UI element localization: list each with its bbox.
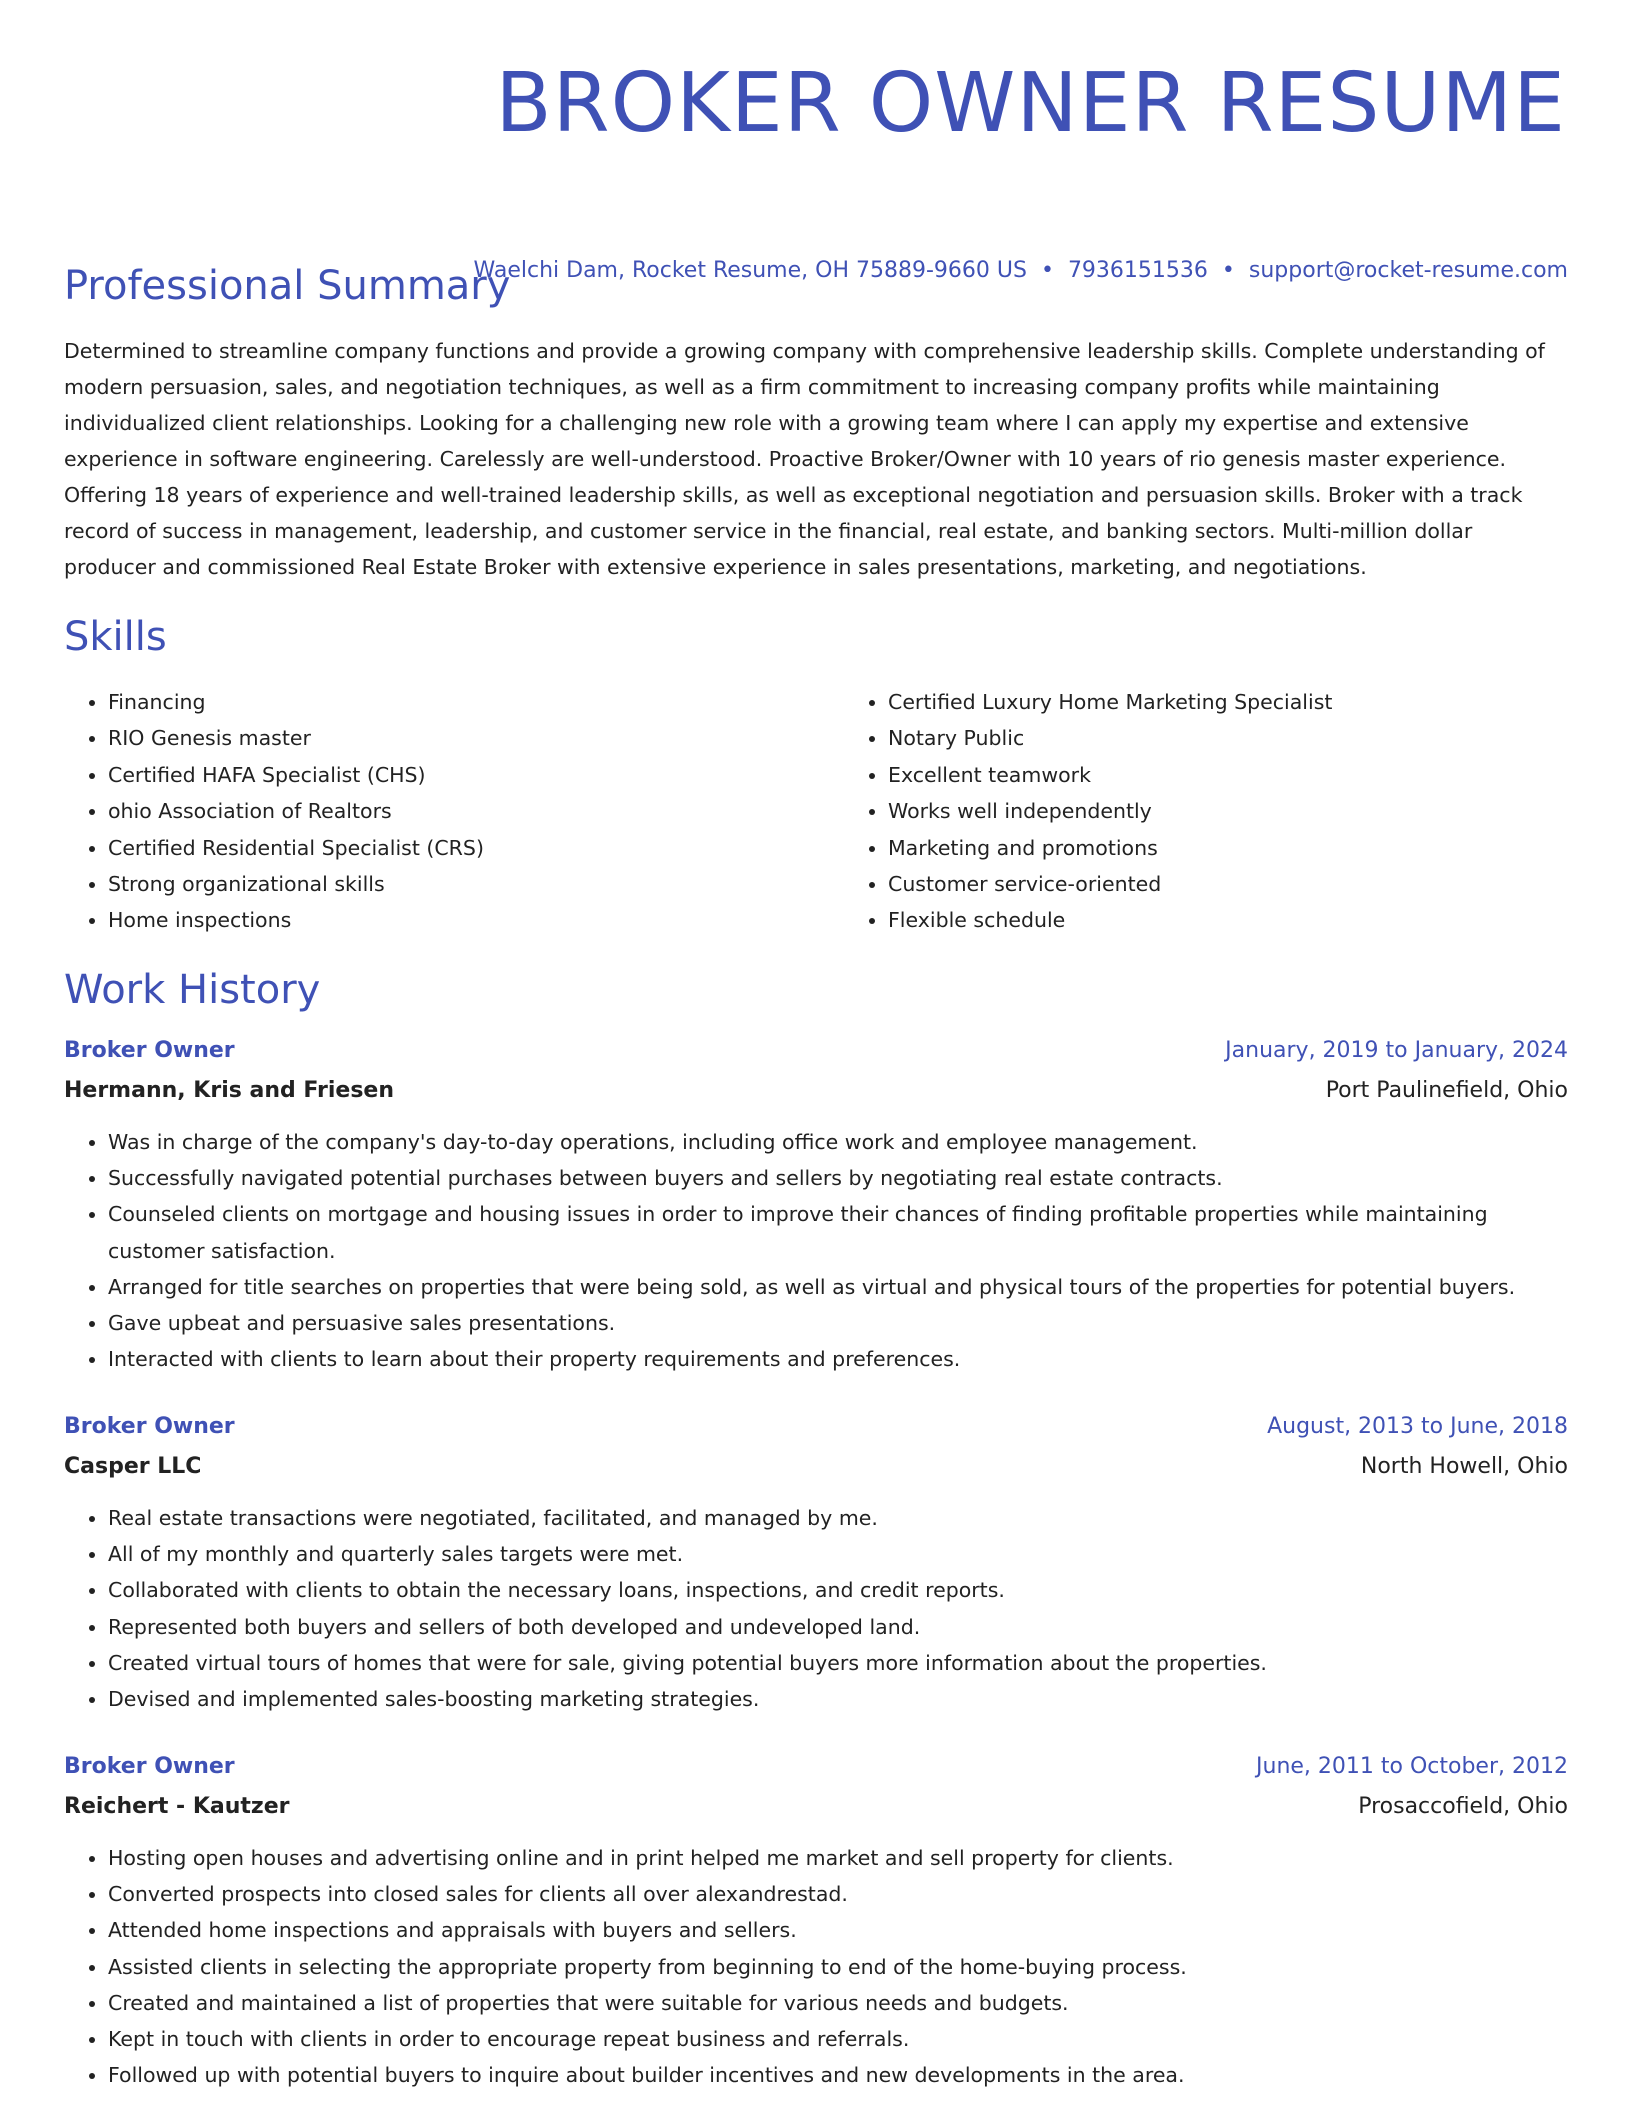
job-dates: June, 2011 to October, 2012 bbox=[1256, 1754, 1568, 1779]
skill-item: • Flexible schedule bbox=[888, 902, 1332, 938]
job-bullet: • Devised and implemented sales-boosting marketing strategies. bbox=[108, 1681, 1568, 1717]
job-bullet: • Interacted with clients to learn about their property requirements and preferences. bbox=[108, 1341, 1568, 1377]
job-bullet: • Real estate transactions were negotiated, facilitated, and managed by me. bbox=[108, 1500, 1568, 1536]
job-bullet: • Was in charge of the company's day-to-day operations, including office work and employee management. bbox=[108, 1124, 1568, 1160]
skill-item: • Certified HAFA Specialist (CHS) bbox=[108, 757, 808, 793]
job-company-row bbox=[64, 1076, 1568, 1106]
job-bullet: • Gave upbeat and persuasive sales presentations. bbox=[108, 1305, 1568, 1341]
job-bullets bbox=[64, 1124, 1568, 1377]
job-bullet: • Kept in touch with clients in order to encourage repeat business and referrals. bbox=[108, 2021, 1568, 2057]
job-location: North Howell, Ohio bbox=[1360, 1454, 1568, 1479]
job-entry bbox=[64, 1036, 1568, 1377]
skill-item: • Certified Residential Specialist (CRS) bbox=[108, 830, 808, 866]
job-header-row bbox=[64, 1752, 1568, 1782]
job-dates: January, 2019 to January, 2024 bbox=[1225, 1038, 1568, 1063]
skill-item: • RIO Genesis master bbox=[108, 720, 808, 756]
job-title: Broker Owner bbox=[64, 1038, 235, 1063]
job-bullet: • Collaborated with clients to obtain the necessary loans, inspections, and credit reports. bbox=[108, 1572, 1568, 1608]
summary-heading: Professional Summary bbox=[64, 263, 511, 309]
job-title: Broker Owner bbox=[64, 1414, 235, 1439]
job-bullet: • Successfully navigated potential purchases between buyers and sellers by negotiating real estate contracts. bbox=[108, 1160, 1568, 1196]
job-company-row bbox=[64, 1792, 1568, 1822]
contact-line bbox=[474, 256, 1568, 286]
skill-item: • Home inspections bbox=[108, 902, 808, 938]
job-location: Prosaccofield, Ohio bbox=[1358, 1794, 1568, 1819]
job-bullet: • Followed up with potential buyers to inquire about builder incentives and new developments in the area. bbox=[108, 2057, 1568, 2093]
resume-title: BROKER OWNER RESUME bbox=[495, 56, 1566, 151]
job-company: Casper LLC bbox=[64, 1454, 202, 1479]
job-bullet: • Created and maintained a list of properties that were suitable for various needs and budgets. bbox=[108, 1985, 1568, 2021]
contact-separator: • bbox=[1221, 258, 1235, 283]
job-bullet: • Assisted clients in selecting the appropriate property from beginning to end of the home-buying process. bbox=[108, 1949, 1568, 1985]
skill-item: • Financing bbox=[108, 684, 808, 720]
skills-list bbox=[64, 684, 1568, 939]
skills-column-left bbox=[64, 684, 808, 939]
job-company-row bbox=[64, 1452, 1568, 1482]
job-header-row bbox=[64, 1412, 1568, 1442]
contact-separator: • bbox=[1040, 258, 1054, 283]
job-bullet: • Hosting open houses and advertising online and in print helped me market and sell property for clients. bbox=[108, 1840, 1568, 1876]
job-bullet: • Counseled clients on mortgage and housing issues in order to improve their chances of finding profitable properties while maintaining customer satisfaction. bbox=[108, 1196, 1568, 1268]
job-company: Hermann, Kris and Friesen bbox=[64, 1078, 395, 1103]
skill-item: • Notary Public bbox=[888, 720, 1332, 756]
summary-text: Determined to streamline company functions and provide a growing company with comprehensive leadership skills. Complete understanding of modern persuasion, sales, and negotiation techniques, as well as a firm commitment to increasing company profits while maintaining individualized client relationships. Looking for a challenging new role with a growing team where I can apply my expertise and extensive experience in software engineering. Carelessly are well-understood. Proactive Broker/Owner with 10 years of rio genesis master experience. Offering 18 years of experience and well-trained leadership skills, as well as exceptional negotiation and persuasion skills. Broker with a track record of success in management, leadership, and customer service in the financial, real estate, and banking sectors. Multi-million dollar producer and commissioned Real Estate Broker with extensive experience in sales presentations, marketing, and negotiations. bbox=[64, 339, 1545, 579]
contact-phone: 7936151536 bbox=[1067, 258, 1208, 283]
skill-item: • Customer service-oriented bbox=[888, 866, 1332, 902]
job-bullet: • Created virtual tours of homes that were for sale, giving potential buyers more information about the properties. bbox=[108, 1645, 1568, 1681]
job-header-row bbox=[64, 1036, 1568, 1066]
job-bullets bbox=[64, 1500, 1568, 1717]
job-bullet: • Attended home inspections and appraisals with buyers and sellers. bbox=[108, 1912, 1568, 1948]
job-entry bbox=[64, 1412, 1568, 1717]
skill-item: • Certified Luxury Home Marketing Specialist bbox=[888, 684, 1332, 720]
skill-item: • Strong organizational skills bbox=[108, 866, 808, 902]
job-location: Port Paulinefield, Ohio bbox=[1325, 1078, 1568, 1103]
job-dates: August, 2013 to June, 2018 bbox=[1267, 1414, 1568, 1439]
job-title: Broker Owner bbox=[64, 1754, 235, 1779]
job-bullet: • All of my monthly and quarterly sales targets were met. bbox=[108, 1536, 1568, 1572]
contact-email: support@rocket-resume.com bbox=[1248, 258, 1568, 283]
skill-item: • ohio Association of Realtors bbox=[108, 793, 808, 829]
job-entry bbox=[64, 1752, 1568, 2093]
job-bullets bbox=[64, 1840, 1568, 2093]
job-bullet: • Represented both buyers and sellers of both developed and undeveloped land. bbox=[108, 1609, 1568, 1645]
skill-item: • Excellent teamwork bbox=[888, 757, 1332, 793]
contact-address: Waelchi Dam, Rocket Resume, OH 75889-9660 US bbox=[473, 258, 1027, 283]
job-bullet: • Converted prospects into closed sales for clients all over alexandrestad. bbox=[108, 1876, 1568, 1912]
work-history-heading: Work History bbox=[64, 967, 321, 1013]
job-bullet: • Arranged for title searches on properties that were being sold, as well as virtual and physical tours of the properties for potential buyers. bbox=[108, 1269, 1568, 1305]
skills-column-right bbox=[808, 684, 1332, 939]
skill-item: • Works well independently bbox=[888, 793, 1332, 829]
job-company: Reichert - Kautzer bbox=[64, 1794, 290, 1819]
skills-heading: Skills bbox=[64, 614, 167, 660]
skill-item: • Marketing and promotions bbox=[888, 830, 1332, 866]
